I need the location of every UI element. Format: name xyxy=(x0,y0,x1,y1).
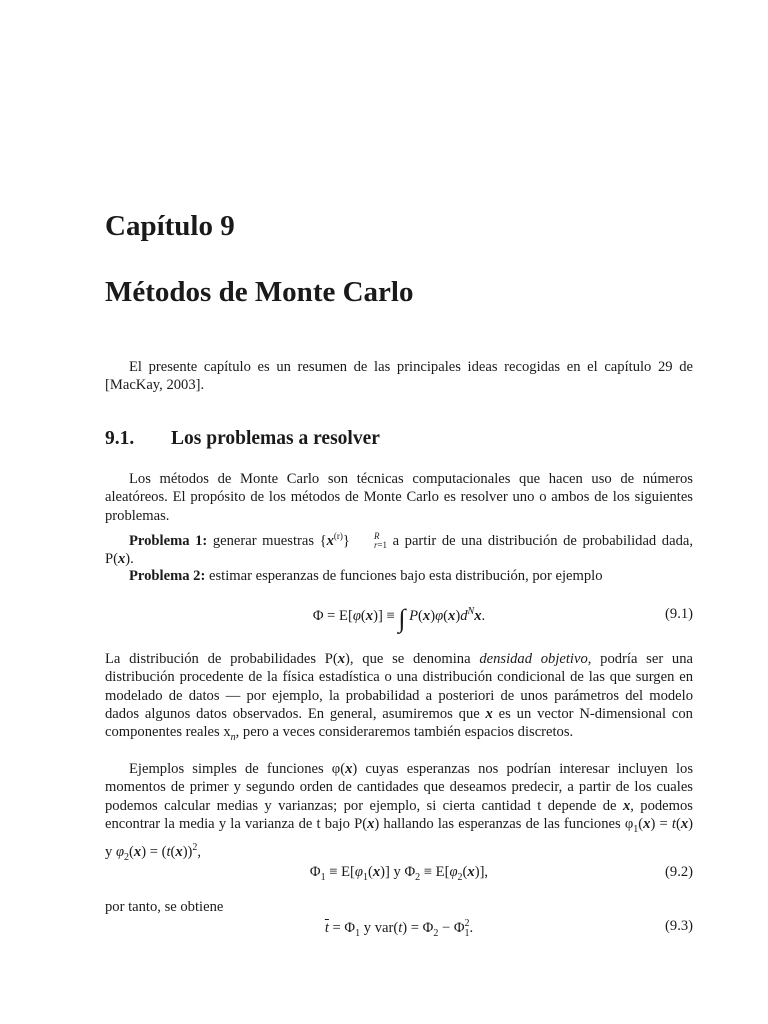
equation-9-3-tag: (9.3) xyxy=(665,918,693,934)
problem-1-text-b: a partir de una distribución de probabilidad dada, P( xyxy=(105,532,693,568)
problem-2-text: estimar esperanzas de funciones bajo esta distribución, por ejemplo xyxy=(209,568,603,584)
problem-2-label: Problema 2: xyxy=(129,568,206,584)
intro-paragraph: El presente capítulo es un resumen de las principales ideas recogidas en el capítulo 29 de [MacKay, 2003]. xyxy=(105,359,693,394)
equation-9-2 xyxy=(105,864,693,888)
problem-1: Problema 1: generar muestras $\{x^{(r)}\}$ R r=1 a partir de una distribución de probabilidad dada, P(x). xyxy=(105,530,693,568)
problem-2 xyxy=(105,567,693,585)
chapter-label: Capítulo 9 xyxy=(105,210,235,242)
paragraph-target-density: La distribución de probabilidades P(x), que se denomina densidad objetivo, podría ser una distribución procedente de la física estadística o una distribución condicional de las que surgen en modelado de datos — por ejemplo, la probabilidad a posteriori de unos parámetros del modelo dados algunos datos observados. En general, asumiremos que x es un vector N-dimensional con componentes reales $x_n$, pero a veces consideraremos también espacios discretos. xyxy=(105,651,694,744)
paragraph-intro-methods: Los métodos de Monte Carlo son técnicas computacionales que hacen uso de números aleatóreos. El propósito de los métodos de Monte Carlo es resolver uno o ambos de los siguientes problemas. xyxy=(105,471,693,524)
section-title: Los problemas a resolver xyxy=(171,428,380,449)
equation-9-2-body: $\Phi_1 \equiv E[\varphi_1(x)]$ y $\Phi_2 \equiv E[\varphi_2(x)]$, xyxy=(309,864,489,883)
chapter-title: Métodos de Monte Carlo xyxy=(105,276,414,308)
paragraph-therefore: por tanto, se obtiene xyxy=(105,899,224,915)
section-heading xyxy=(105,428,380,450)
equation-9-3-body: $\overline{t} = \Phi_1$ y $var(t) = \Phi_2 - \Phi_1^2$. xyxy=(324,918,474,939)
section-number: 9.1. xyxy=(105,428,135,449)
equation-9-1-tag: (9.1) xyxy=(665,606,693,622)
equation-9-1-body: Φ = E[φ(x)] ≡ ∫ $P(x)\varphi(x)d^Nx$. xyxy=(312,603,486,633)
equation-9-3 xyxy=(105,918,693,942)
paragraph-examples: Ejemplos simples de funciones φ(x) cuyas esperanzas nos podrían interesar incluyen los momentos de primer y segundo orden de cantidades que deseamos predecir, a partir de los cuales podemos calcular medias y varianzas; por ejemplo, si cierta cantidad t depende de x, podemos encontrar la media y la varianza de t bajo P(x) hallando las esperanzas de las funciones $\varphi_1(x) = t(x)$ y $\varphi_2(x) = (t(x))^2$, xyxy=(105,761,694,863)
problem-1-text: generar muestras { xyxy=(212,532,327,549)
problem-1-label: Problema 1: xyxy=(129,532,208,549)
equation-9-1 xyxy=(105,603,693,633)
equation-9-2-tag: (9.2) xyxy=(665,864,693,880)
target-density-term: densidad objetivo xyxy=(479,651,588,667)
